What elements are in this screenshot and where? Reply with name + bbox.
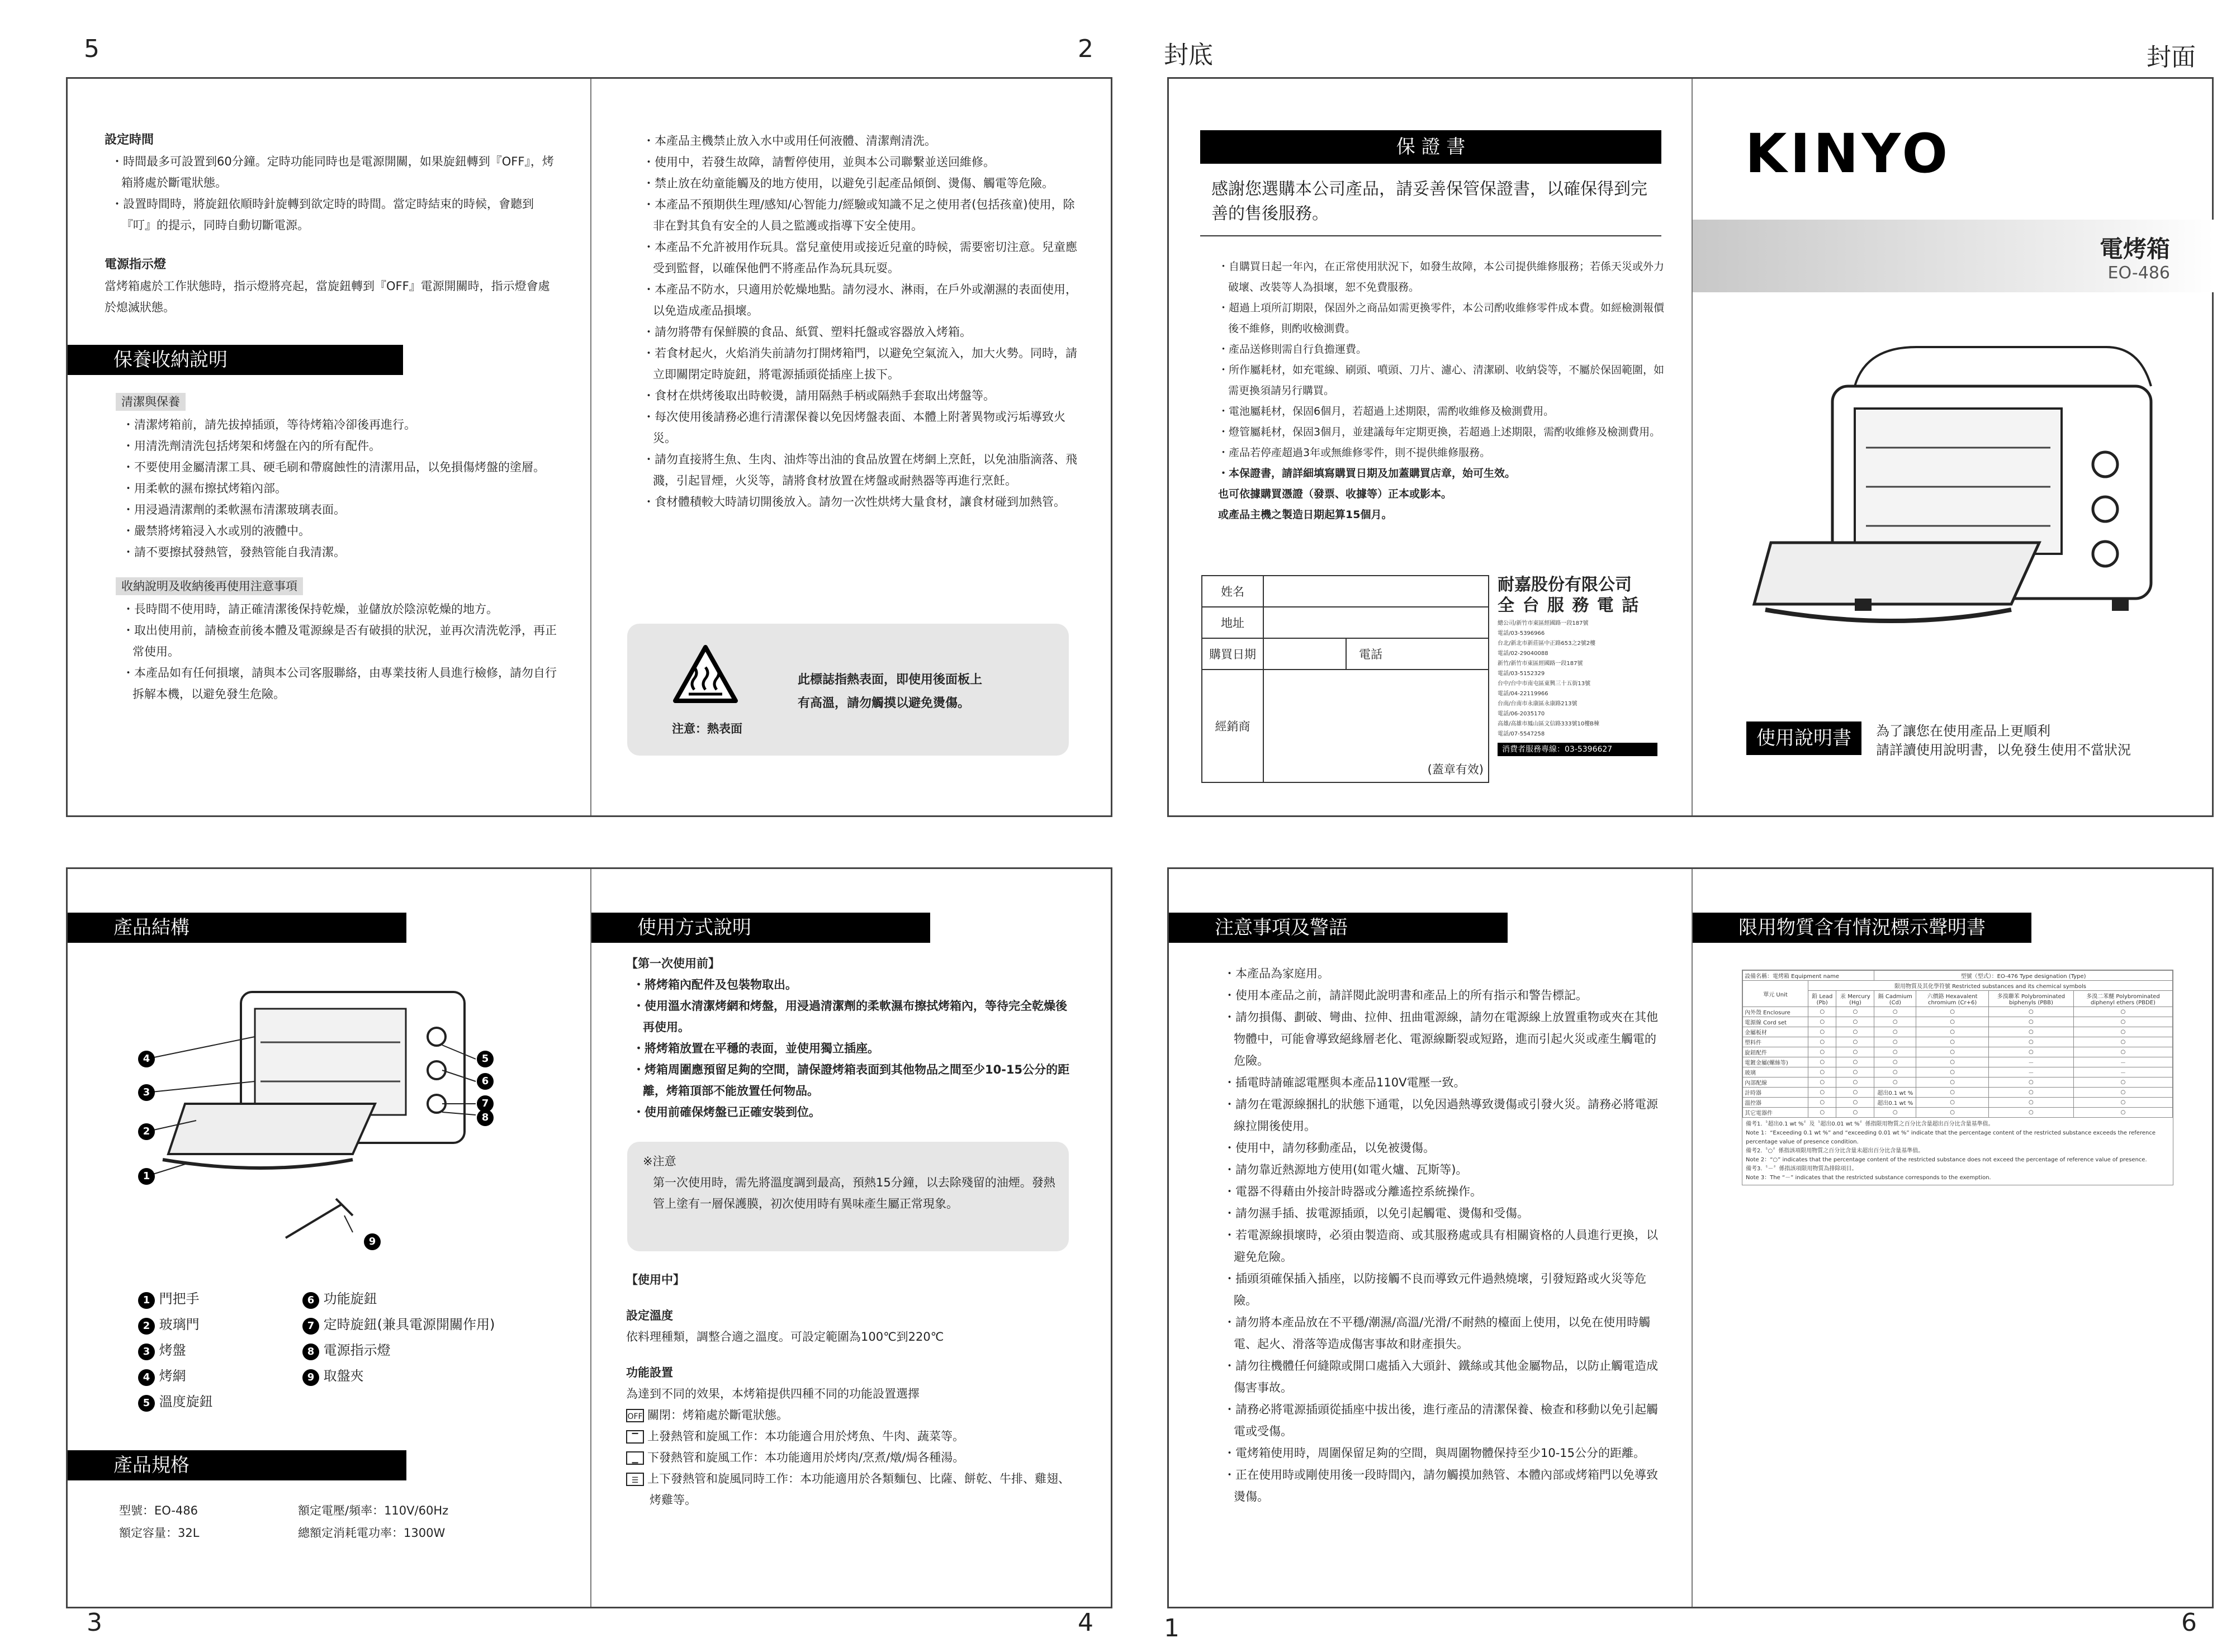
company-info bbox=[1498, 575, 1665, 756]
list-item: ・若食材起火，火焰消失前請勿打開烤箱門，以避免空氣流入，加大火勢。同時，請立即關閉定時旋鈕，將電源插頭從插座上拔下。 bbox=[643, 346, 1077, 381]
top-heat-icon: ▔ bbox=[626, 1430, 644, 1444]
value-cell: ○ bbox=[2073, 1108, 2172, 1118]
list-item: ・本產品主機禁止放入水中或用任何液體、清潔劑清洗。 bbox=[643, 134, 936, 148]
dealer-field[interactable] bbox=[1263, 670, 1489, 782]
part-label: 玻璃門 bbox=[159, 1317, 200, 1332]
list-item: ・本產品如有任何損壞，請與本公司客服聯絡，由專業技術人員進行檢修，請勿自行拆解本機，以避免發生危險。 bbox=[122, 666, 557, 701]
page-6 bbox=[1693, 869, 2214, 1607]
rohs-notes bbox=[1742, 1118, 2173, 1185]
spec-power: 總額定消耗電功率：1300W bbox=[298, 1526, 446, 1540]
part-label: 功能旋鈕 bbox=[323, 1291, 377, 1307]
page-label-front-cover: 封面 bbox=[2147, 43, 2196, 72]
list-item: ・本產品不預期供生理/感知/心智能力/經驗或知識不足之使用者(包括孩童)使用，除非在對其負有安全的人員之監護或指導下安全使用。 bbox=[643, 198, 1075, 232]
value-cell: ○ bbox=[1808, 1088, 1836, 1098]
usage-header: 使用方式說明 bbox=[591, 913, 930, 943]
phone-field[interactable] bbox=[1395, 638, 1489, 670]
callout-1: 1 bbox=[138, 1168, 155, 1185]
list-item: ・請勿將帶有保鮮膜的食品、紙質、塑料托盤或容器放入烤箱。 bbox=[643, 325, 972, 339]
value-cell: 超出0.1 wt % bbox=[1874, 1098, 1916, 1108]
list-item: ・禁止放在幼童能觸及的地方使用，以避免引起產品傾倒、燙傷、觸電等危險。 bbox=[643, 177, 1054, 190]
table-row bbox=[1743, 1098, 2173, 1108]
value-cell: ○ bbox=[1808, 1047, 1836, 1057]
hot-surface-warning bbox=[627, 624, 1069, 756]
value-cell: － bbox=[1988, 1067, 2073, 1077]
value-cell: ○ bbox=[1874, 1077, 1916, 1088]
rohs-declaration bbox=[1742, 970, 2173, 1185]
note-line: 備考1.〝超出0.1 wt %〞及〝超出0.01 wt %〞係指限用物質之百分比含量超出百分比含量基準值。 bbox=[1746, 1121, 1994, 1127]
value-cell: ○ bbox=[1808, 1017, 1836, 1027]
office-line: 高雄/高雄市鳳山區文信路333號10樓B棟 bbox=[1498, 721, 1600, 727]
table-row bbox=[1743, 1057, 2173, 1067]
list-item: ・用清洗劑清洗包括烤架和烤盤在內的所有配件。 bbox=[122, 439, 381, 453]
table-row bbox=[1743, 1108, 2173, 1118]
list-item: ・使用溫水清潔烤網和烤盤，用浸過清潔劑的柔軟濕布擦拭烤箱內，等待完全乾燥後再使用。 bbox=[633, 999, 1067, 1034]
structure-header: 產品結構 bbox=[68, 913, 406, 943]
divider bbox=[1200, 235, 1661, 236]
part-number: 4 bbox=[138, 1369, 155, 1386]
callout-2: 2 bbox=[138, 1123, 155, 1140]
office-list bbox=[1498, 619, 1665, 739]
list-item: ・每次使用後請務必進行清潔保養以免因烤盤表面、本體上附著異物或污垢導致火災。 bbox=[643, 410, 1065, 445]
warning-line-2: 有高溫，請勿觸摸以避免燙傷。 bbox=[798, 696, 970, 710]
page-2 bbox=[591, 79, 1112, 815]
note-box bbox=[627, 1142, 1069, 1251]
front-cover bbox=[1693, 79, 2214, 815]
table-row bbox=[1743, 1027, 2173, 1037]
function-text: 關閉：烤箱處於斷電狀態。 bbox=[647, 1408, 788, 1422]
part-label: 烤網 bbox=[159, 1368, 186, 1384]
list-item: ・超過上項所訂期限，保固外之商品如需更換零件，本公司酌收維修零件成本費。如經檢測報價後不維修，則酌收檢測費。 bbox=[1218, 302, 1665, 335]
list-item: ・不要使用金屬清潔工具、硬毛刷和帶腐蝕性的清潔用品，以免損傷烤盤的塗層。 bbox=[122, 461, 545, 474]
list-item: ・燈管屬耗材，保固3個月，並建議每年定期更換，若超過上述期限，需酌收維修及檢測費用。 bbox=[1218, 426, 1661, 438]
unit-cell: 電源線 Cord set bbox=[1743, 1017, 1808, 1027]
value-cell: ○ bbox=[1808, 1007, 1836, 1017]
list-item: ・嚴禁將烤箱浸入水或別的液體中。 bbox=[122, 524, 310, 538]
list-item: ・自購買日起一年內，在正常使用狀況下，如發生故障，本公司提供維修服務；若係天災或外力破壞、改裝等人為損壞，恕不免費服務。 bbox=[1218, 260, 1665, 293]
list-item: ・本產品不允許被用作玩具。當兒童使用或接近兒童的時候，需要密切注意。兒童應受到監督，以確保他們不將產品作為玩具玩耍。 bbox=[643, 240, 1077, 275]
warning-caption: 注意：熱表面 bbox=[672, 722, 742, 735]
unit-cell: 電鍍金屬(螺絲等) bbox=[1743, 1057, 1808, 1067]
value-cell: ○ bbox=[1988, 1088, 2073, 1098]
value-cell: ○ bbox=[1836, 1007, 1874, 1017]
list-item: ・插頭須確保插入插座，以防接觸不良而導致元件過熱燒壞，引發短路或火災等危險。 bbox=[1224, 1272, 1646, 1307]
part-label: 烤盤 bbox=[159, 1342, 186, 1358]
value-cell: ○ bbox=[1874, 1007, 1916, 1017]
value-cell: ○ bbox=[1988, 1047, 2073, 1057]
function-text: 下發熱管和旋風工作：本功能適用於烤肉/烹煮/燉/焗各種湯。 bbox=[647, 1451, 965, 1464]
value-cell: ○ bbox=[1916, 1057, 1989, 1067]
power-light-text: 當烤箱處於工作狀態時，指示燈將亮起，當旋鈕轉到『OFF』電源開關時，指示燈會處於熄滅狀態。 bbox=[105, 279, 550, 314]
part-number: 5 bbox=[138, 1395, 155, 1412]
note-text: 第一次使用時，需先將溫度調到最高，預熱15分鐘，以去除殘留的油煙。發熱管上塗有一層保護膜，初次使用時有異味產生屬正常現象。 bbox=[653, 1176, 1055, 1210]
part-number: 6 bbox=[302, 1292, 319, 1309]
value-cell: ○ bbox=[1836, 1047, 1874, 1057]
substance-column-header: 鎘 Cadmium (Cd) bbox=[1874, 991, 1916, 1007]
value-cell: ○ bbox=[1916, 1007, 1989, 1017]
unit-cell: 內外殼 Enclosure bbox=[1743, 1007, 1808, 1017]
list-item: ・烤箱周圍應預留足夠的空間，請保證烤箱表面到其他物品之間至少10-15公分的距離，烤箱頂部不能放置任何物品。 bbox=[633, 1063, 1070, 1098]
office-line: 台中/台中市南屯區東興三十五街13號 bbox=[1498, 681, 1591, 687]
list-item: ・若電源線損壞時，必須由製造商、或其服務處或具有相關資格的人員進行更換，以避免危險。 bbox=[1224, 1228, 1658, 1264]
value-cell: － bbox=[2073, 1067, 2172, 1077]
value-cell: ○ bbox=[1916, 1027, 1989, 1037]
value-cell: ○ bbox=[1836, 1037, 1874, 1047]
value-cell: ○ bbox=[1988, 1027, 2073, 1037]
manual-label: 使用說明書 bbox=[1746, 721, 1861, 755]
value-cell: ○ bbox=[1916, 1088, 1989, 1098]
function-title: 功能設置 bbox=[626, 1366, 673, 1379]
part-number: 1 bbox=[138, 1292, 155, 1309]
spec-right bbox=[298, 1499, 448, 1544]
office-line: 台北/新北市新莊區中正路653之2號2樓 bbox=[1498, 640, 1596, 647]
unit-cell: 其它電器件 bbox=[1743, 1108, 1808, 1118]
list-item: ・請勿濕手插、拔電源插頭，以免引起觸電、燙傷和受傷。 bbox=[1224, 1207, 1529, 1220]
form-label: 電話 bbox=[1346, 638, 1395, 670]
callout-3: 3 bbox=[138, 1084, 155, 1101]
temp-text: 依料理種類，調整合適之溫度。可設定範圍為100℃到220℃ bbox=[626, 1330, 944, 1344]
substance-column-header: 六價鉻 Hexavalent chromium (Cr+6) bbox=[1916, 991, 1989, 1007]
list-item: ・電器不得藉由外接計時器或分離遙控系統操作。 bbox=[1224, 1185, 1482, 1198]
page-4 bbox=[591, 869, 1112, 1607]
spread-pages-5-2 bbox=[66, 77, 1112, 817]
office-line: 電話/07-5547258 bbox=[1498, 731, 1545, 737]
list-item: ・請勿在電源線捆扎的狀態下通電，以免因過熱導致燙傷或引發火災。請務必將電源線拉開後使用。 bbox=[1224, 1098, 1658, 1133]
office-line: 總公司/新竹市東區經國路一段187號 bbox=[1498, 620, 1589, 626]
value-cell: ○ bbox=[1808, 1077, 1836, 1088]
list-item: ・長時間不使用時，請正確清潔後保持乾燥，並儲放於陰涼乾燥的地方。 bbox=[122, 602, 498, 616]
spec-model: 型號：EO-486 bbox=[119, 1504, 198, 1517]
product-name: 電烤箱 bbox=[2099, 235, 2170, 263]
part-label: 取盤夾 bbox=[323, 1368, 364, 1384]
list-item: ・時間最多可設置到60分鐘。定時功能同時也是電源開關，如果旋鈕轉到『OFF』，烤箱將處於斷電狀態。 bbox=[111, 155, 554, 189]
substance-column-header: 多溴二苯醚 Polybrominated diphenyl ethers (PBDE) bbox=[2073, 991, 2172, 1007]
list-item: ・本產品不防水，只適用於乾燥地點。請勿浸水、淋雨，在戶外或潮濕的表面使用，以免造成產品損壞。 bbox=[643, 283, 1077, 317]
cover-note-line-2: 請詳讀使用說明書，以免發生使用不當狀況 bbox=[1876, 742, 2131, 758]
office-line: 電話/04-22119966 bbox=[1498, 691, 1548, 697]
table-row bbox=[1743, 1017, 2173, 1027]
unit-cell: 旋鈕配件 bbox=[1743, 1047, 1808, 1057]
form-label: 購買日期 bbox=[1202, 638, 1263, 670]
rohs-header: 限用物質含有情況標示聲明書 bbox=[1693, 913, 2031, 943]
list-item: ・使用中，請勿移動產品，以免被燙傷。 bbox=[1224, 1141, 1435, 1155]
callout-5: 5 bbox=[477, 1051, 494, 1067]
in-use-title: 【使用中】 bbox=[626, 1273, 685, 1287]
page-number: 3 bbox=[87, 1608, 102, 1637]
value-cell: ○ bbox=[1874, 1067, 1916, 1077]
warranty-thanks: 感謝您選購本公司產品，請妥善保管保證書，以確保得到完善的售後服務。 bbox=[1211, 179, 1647, 224]
value-cell: ○ bbox=[1808, 1037, 1836, 1047]
value-cell: ○ bbox=[1808, 1098, 1836, 1108]
hot-surface-icon bbox=[672, 644, 739, 705]
value-cell: ○ bbox=[1836, 1027, 1874, 1037]
substance-column-header: 多溴聯苯 Polybrominated biphenyls (PBB) bbox=[1988, 991, 2073, 1007]
list-item: ・正在使用時或剛使用後一段時間內，請勿觸摸加熱管、本體內部或烤箱門以免導致燙傷。 bbox=[1224, 1468, 1658, 1503]
value-cell: ○ bbox=[1836, 1077, 1874, 1088]
value-cell: ○ bbox=[2073, 1088, 2172, 1098]
list-item: ・用浸過清潔劑的柔軟濕布清潔玻璃表面。 bbox=[122, 503, 345, 516]
part-label: 定時旋鈕(兼具電源開關作用) bbox=[323, 1317, 495, 1332]
callout-6: 6 bbox=[477, 1073, 494, 1090]
parts-list-right bbox=[302, 1286, 571, 1389]
list-item: ・設置時間時，將旋鈕依順時針旋轉到欲定時的時間。當定時結束的時候，會聽到『叮』的提示，同時自動切斷電源。 bbox=[111, 197, 534, 232]
value-cell: ○ bbox=[2073, 1098, 2172, 1108]
note-line: Note 1：“Exceeding 0.1 wt %” and “exceeding 0.01 wt %” indicate that the percentage content of the restricted substance exceeds the reference percentage value of presence condition. bbox=[1746, 1130, 2156, 1145]
value-cell: ○ bbox=[2073, 1027, 2172, 1037]
unit-cell: 玻璃 bbox=[1743, 1067, 1808, 1077]
temp-title: 設定溫度 bbox=[626, 1309, 673, 1322]
list-item: ・電池屬耗材，保固6個月，若超過上述期限，需酌收維修及檢測費用。 bbox=[1218, 405, 1555, 417]
value-cell: ○ bbox=[1836, 1088, 1874, 1098]
value-cell: ○ bbox=[1916, 1077, 1989, 1088]
list-item: ・插電時請確認電壓與本產品110V電壓一致。 bbox=[1224, 1076, 1466, 1089]
page-number: 1 bbox=[1164, 1614, 1179, 1642]
warranty-form bbox=[1201, 575, 1489, 783]
list-item: 也可依據購買憑證（發票、收據等）正本或影本。 bbox=[1218, 488, 1452, 500]
care-header: 保養收納說明 bbox=[68, 345, 403, 375]
list-item: ・請勿靠近熱源地方使用(如電火爐、瓦斯等)。 bbox=[1224, 1163, 1468, 1176]
office-line: 電話/03-5152329 bbox=[1498, 671, 1545, 677]
value-cell: ○ bbox=[1808, 1067, 1836, 1077]
part-label: 電源指示燈 bbox=[323, 1342, 391, 1358]
list-item: ・請勿直接將生魚、生肉、油炸等出油的食品放置在烤網上烹飪，以免油脂滴落、飛濺，引起冒煙，火災等，請將食材放置在烤盤或耐熱器等再進行烹飪。 bbox=[643, 453, 1077, 487]
table-row bbox=[1743, 1037, 2173, 1047]
caution-list bbox=[1217, 963, 1664, 1508]
company-name: 耐嘉股份有限公司 bbox=[1498, 575, 1632, 595]
equipment-name: 設備名稱：電烤箱 Equipment name bbox=[1743, 971, 1874, 981]
part-number: 2 bbox=[138, 1318, 155, 1335]
warning-line-1: 此標誌指熱表面，即使用後面板上 bbox=[798, 673, 983, 687]
part-number: 9 bbox=[302, 1369, 319, 1386]
hotline: 消費者服務專線：03-5396627 bbox=[1498, 743, 1657, 756]
value-cell: ○ bbox=[1916, 1037, 1989, 1047]
value-cell: ○ bbox=[1836, 1067, 1874, 1077]
list-item: ・使用前確保烤盤已正確安裝到位。 bbox=[633, 1105, 821, 1119]
model-number: EO-486 bbox=[2107, 263, 2170, 283]
service-title: 全 台 服 務 電 話 bbox=[1498, 596, 1640, 615]
value-cell: ○ bbox=[1836, 1108, 1874, 1118]
office-line: 電話/06-2035170 bbox=[1498, 711, 1545, 717]
type-designation: 型號（型式）：EO-476 Type designation (Type) bbox=[1874, 971, 2173, 981]
part-number: 3 bbox=[138, 1344, 155, 1360]
value-cell: ○ bbox=[1916, 1098, 1989, 1108]
cover-note-line-1: 為了讓您在使用產品上更順利 bbox=[1876, 723, 2050, 739]
page-3 bbox=[68, 869, 589, 1607]
value-cell: ○ bbox=[1988, 1098, 2073, 1108]
page-number: 2 bbox=[1078, 35, 1093, 63]
clean-subtitle: 清潔與保養 bbox=[116, 393, 186, 411]
list-item: 或產品主機之製造日期起算15個月。 bbox=[1218, 509, 1392, 521]
unit-cell: 計時器 bbox=[1743, 1088, 1808, 1098]
value-cell: ○ bbox=[2073, 1017, 2172, 1027]
spec-header: 產品規格 bbox=[68, 1450, 406, 1480]
value-cell: ○ bbox=[2073, 1037, 2172, 1047]
spread-pages-1-6 bbox=[1167, 867, 2214, 1608]
oven-illustration bbox=[1749, 341, 2162, 632]
note-title: ※注意 bbox=[643, 1155, 676, 1168]
value-cell: ○ bbox=[2073, 1007, 2172, 1017]
both-heat-icon: ☰ bbox=[626, 1473, 644, 1486]
value-cell: ○ bbox=[1988, 1108, 2073, 1118]
list-item: ・本產品為家庭用。 bbox=[1224, 967, 1329, 980]
table-row bbox=[1743, 1047, 2173, 1057]
name-field[interactable] bbox=[1263, 576, 1489, 607]
function-text: 上下發熱管和旋風同時工作：本功能適用於各類麵包、比薩、餅乾、牛排、雞翅、烤雞等。 bbox=[647, 1472, 1070, 1507]
page-number: 5 bbox=[84, 35, 100, 63]
value-cell: ○ bbox=[1836, 1098, 1874, 1108]
timer-title: 設定時間 bbox=[105, 133, 154, 147]
unit-cell: 塑料件 bbox=[1743, 1037, 1808, 1047]
date-field[interactable] bbox=[1263, 638, 1346, 670]
value-cell: ○ bbox=[1874, 1027, 1916, 1037]
unit-cell: 金屬板材 bbox=[1743, 1027, 1808, 1037]
form-label: 姓名 bbox=[1202, 576, 1263, 607]
note-line: Note 2：“○” indicates that the percentage content of the restricted substance does not exceed the percentage of reference value of presence. bbox=[1746, 1157, 2147, 1163]
value-cell: 超出0.1 wt % bbox=[1874, 1088, 1916, 1098]
value-cell: ○ bbox=[1988, 1077, 2073, 1088]
note-line: 備考2.〝○〞係指該項限用物質之百分比含量未超出百分比含量基準值。 bbox=[1746, 1148, 1924, 1154]
first-use-title: 【第一次使用前】 bbox=[626, 957, 720, 970]
value-cell: ○ bbox=[1916, 1108, 1989, 1118]
callout-9: 9 bbox=[364, 1233, 381, 1250]
value-cell: ○ bbox=[1836, 1017, 1874, 1027]
part-label: 溫度旋鈕 bbox=[159, 1394, 213, 1409]
office-line: 新竹/新竹市東區經國路一段187號 bbox=[1498, 661, 1583, 667]
list-item: ・使用中，若發生故障，請暫停使用，並與本公司聯繫並送回維修。 bbox=[643, 155, 995, 169]
table-row bbox=[1743, 1077, 2173, 1088]
unit-cell: 內部配線 bbox=[1743, 1077, 1808, 1088]
value-cell: ○ bbox=[1836, 1057, 1874, 1067]
value-cell: ○ bbox=[1988, 1017, 2073, 1027]
list-item: ・請不要擦拭發熱管，發熱管能自我清潔。 bbox=[122, 545, 345, 559]
page-label-back-cover: 封底 bbox=[1164, 41, 1213, 69]
spread-pages-3-4 bbox=[66, 867, 1112, 1608]
value-cell: ○ bbox=[2073, 1047, 2172, 1057]
value-cell: ○ bbox=[1988, 1007, 2073, 1017]
spec-left bbox=[119, 1499, 199, 1544]
value-cell: ○ bbox=[1988, 1037, 2073, 1047]
value-cell: ○ bbox=[1874, 1057, 1916, 1067]
value-cell: － bbox=[1988, 1057, 2073, 1067]
spec-voltage: 額定電壓/頻率：110V/60Hz bbox=[298, 1504, 449, 1517]
function-text: 上發熱管和旋風工作：本功能適合用於烤魚、牛肉、蔬菜等。 bbox=[647, 1430, 964, 1443]
list-item: ・請勿將本產品放在不平穩/潮濕/高溫/光滑/不耐熱的檯面上使用，以免在使用時觸電、起火、滑落等造成傷害事故和財產損失。 bbox=[1224, 1316, 1651, 1351]
list-item: ・取出使用前，請檢查前後本體及電源線是否有破損的狀況，並再次清洗乾淨，再正常使用。 bbox=[122, 624, 557, 658]
function-intro: 為達到不同的效果，本烤箱提供四種不同的功能設置選擇 bbox=[626, 1387, 920, 1401]
unit-header: 單元 Unit bbox=[1743, 981, 1808, 1007]
value-cell: ○ bbox=[1808, 1057, 1836, 1067]
list-item: ・將烤箱放置在平穩的表面，並使用獨立插座。 bbox=[633, 1042, 879, 1055]
part-number: 8 bbox=[302, 1344, 319, 1360]
list-item: ・請務必將電源插頭從插座中拔出後，進行產品的清潔保養、檢查和移動以免引起觸電或受傷。 bbox=[1224, 1403, 1658, 1438]
list-item: ・使用本產品之前，請詳閱此說明書和產品上的所有指示和警告標記。 bbox=[1224, 989, 1588, 1002]
office-line: 電話/03-5396966 bbox=[1498, 630, 1545, 637]
value-cell: ○ bbox=[1874, 1017, 1916, 1027]
page-5 bbox=[68, 79, 589, 815]
part-label: 門把手 bbox=[159, 1291, 200, 1307]
table-row bbox=[1743, 1088, 2173, 1098]
substance-column-header: 汞 Mercury (Hg) bbox=[1836, 991, 1874, 1007]
value-cell: ○ bbox=[1916, 1047, 1989, 1057]
office-line: 電話/02-29040088 bbox=[1498, 651, 1548, 657]
list-item: ・清潔烤箱前，請先拔掉插頭，等待烤箱冷卻後再進行。 bbox=[122, 418, 416, 431]
value-cell: ○ bbox=[1916, 1067, 1989, 1077]
list-item: ・所作屬耗材，如充電線、刷頭、噴頭、刀片、濾心、清潔刷、收納袋等，不屬於保固範圍，如需更換須請另行購買。 bbox=[1218, 364, 1665, 397]
note-line: 備考3.〝－〞係指該項限用物質為排除項目。 bbox=[1746, 1166, 1858, 1172]
address-field[interactable] bbox=[1263, 607, 1489, 638]
list-item: ・電烤箱使用時，周圍保留足夠的空間，與周圍物體保持至少10-15公分的距離。 bbox=[1224, 1446, 1646, 1460]
list-item: ・用柔軟的濕布擦拭烤箱內部。 bbox=[122, 482, 287, 495]
power-light-title: 電源指示燈 bbox=[105, 258, 167, 272]
form-label: 地址 bbox=[1202, 607, 1263, 638]
bottom-heat-icon: ▁ bbox=[626, 1451, 644, 1465]
rohs-table bbox=[1742, 970, 2173, 1118]
page-1 bbox=[1169, 869, 1690, 1607]
callout-4: 4 bbox=[138, 1051, 155, 1067]
table-row bbox=[1743, 1007, 2173, 1017]
value-cell: ○ bbox=[1916, 1017, 1989, 1027]
value-cell: ○ bbox=[1874, 1047, 1916, 1057]
list-item: ・本保證書，請詳細填寫購買日期及加蓋購買店章，始可生效。 bbox=[1218, 467, 1516, 480]
storage-subtitle: 收納說明及收納後再使用注意事項 bbox=[116, 577, 303, 595]
callout-7: 7 bbox=[477, 1095, 494, 1112]
structure-diagram bbox=[129, 970, 520, 1260]
caution-header: 注意事項及警語 bbox=[1169, 913, 1508, 943]
callout-8: 8 bbox=[477, 1109, 494, 1126]
list-item: ・食材體積較大時請切開後放入。請勿一次性烘烤大量食材，讓食材碰到加熱管。 bbox=[643, 495, 1065, 509]
value-cell: ○ bbox=[1808, 1108, 1836, 1118]
list-item: ・產品送修則需自行負擔運費。 bbox=[1218, 343, 1367, 355]
value-cell: ○ bbox=[1874, 1108, 1916, 1118]
warranty-page bbox=[1169, 79, 1690, 815]
list-item: ・產品若停產超過3年或無維修零件，則不提供維修服務。 bbox=[1218, 447, 1491, 459]
spread-warranty-cover bbox=[1167, 77, 2214, 817]
value-cell: ○ bbox=[2073, 1077, 2172, 1088]
value-cell: － bbox=[2073, 1057, 2172, 1067]
unit-cell: 溫控器 bbox=[1743, 1098, 1808, 1108]
list-item: ・請勿損傷、劃破、彎曲、拉伸、扭曲電源線，請勿在電源線上放置重物或夾在其他物體中，可能會導致絕緣層老化、電源線斷裂或短路，進而引起火災或產生觸電的危險。 bbox=[1224, 1010, 1658, 1067]
table-row bbox=[1743, 1067, 2173, 1077]
off-icon: OFF bbox=[626, 1409, 644, 1422]
value-cell: ○ bbox=[1808, 1027, 1836, 1037]
page-number: 4 bbox=[1078, 1608, 1093, 1637]
substances-title: 限用物質及其化學符號 Restricted substances and its chemical symbols bbox=[1808, 981, 2173, 991]
list-item: ・食材在烘烤後取出時較燙，請用隔熱手柄或隔熱手套取出烤盤等。 bbox=[643, 389, 995, 402]
office-line: 台南/台南市永康區永康路213號 bbox=[1498, 701, 1577, 707]
warranty-title: 保 證 書 bbox=[1200, 130, 1661, 164]
kinyo-logo: KINYO bbox=[1745, 122, 1951, 185]
list-item: ・請勿往機體任何縫隙或開口處插入大頭針、鐵絲或其他金屬物品，以防止觸電造成傷害事故。 bbox=[1224, 1359, 1658, 1394]
note-line: Note 3：The “－” indicates that the restricted substance corresponds to the exemption. bbox=[1746, 1175, 1991, 1181]
stamp-note: (蓋章有效) bbox=[1427, 763, 1484, 776]
page-number: 6 bbox=[2181, 1608, 2197, 1637]
substance-column-header: 鉛 Lead (Pb) bbox=[1808, 991, 1836, 1007]
form-label: 經銷商 bbox=[1202, 670, 1263, 782]
part-number: 7 bbox=[302, 1318, 319, 1335]
list-item: ・將烤箱內配件及包裝物取出。 bbox=[633, 978, 797, 991]
spec-capacity: 額定容量：32L bbox=[119, 1526, 200, 1540]
value-cell: ○ bbox=[1874, 1037, 1916, 1047]
